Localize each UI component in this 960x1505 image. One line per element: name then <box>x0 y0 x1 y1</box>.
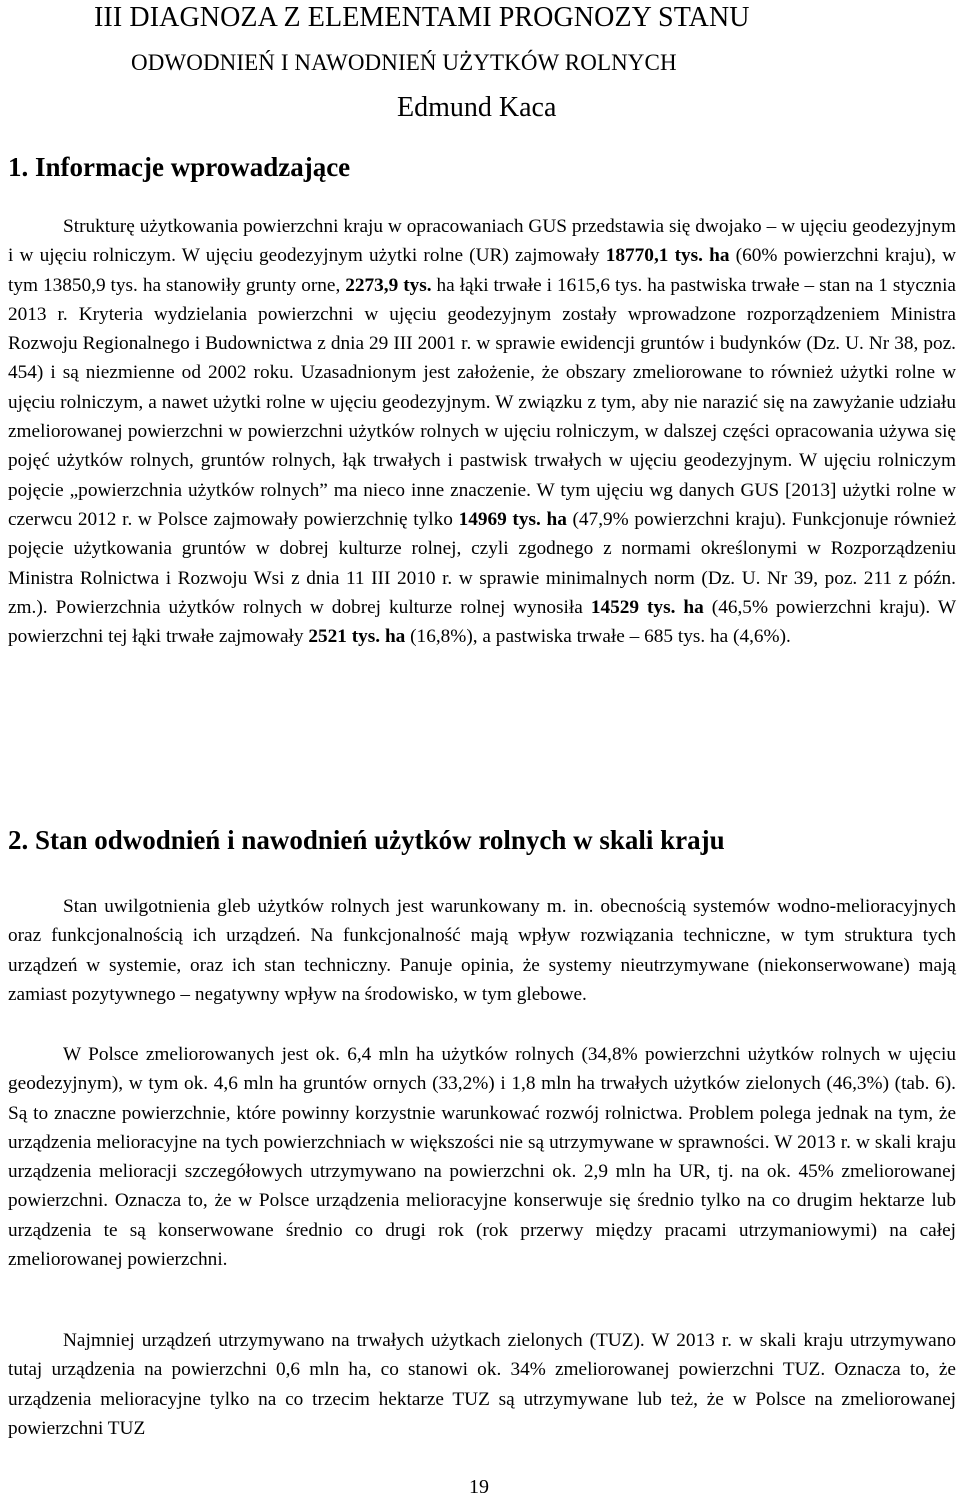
bold-value: 2521 tys. ha <box>308 626 406 648</box>
section2-body-c <box>8 1326 956 1443</box>
paragraph: Stan uwilgotnienia gleb użytków rolnych jest warunkowany m. in. obecnością systemów wodno-melioracyjnych oraz funkcjonalnością ich urządzeń. Na funkcjonalność mają wpływ rozwiązania techniczne, w tym struktura tych urządzeń w systemie, oraz ich stan techniczny. Panuje opinia, że systemy nieutrzymywane (niekonserwowane) mają zamiast pozytywnego – negatywny wpływ na środowisko, w tym glebowe. <box>8 896 956 1005</box>
text-run: (47,9% powierzchni kraju). Funkcjonuje również pojęcie użytkowania gruntów w dobrej kulturze rolnej, czyli zgodnego z normami określonymi w Rozporządzeniu Ministra Rolnictwa i Rozwoju Wsi z dnia 11 III 2010 r. w sprawie minimalnych norm (Dz. U. Nr 39, poz. 211 z późn. zm.). Powierzchnia użytków rolnych w dobrej kulturze rolnej wynosiła <box>8 508 957 618</box>
bold-value: 14529 tys. ha <box>590 596 704 618</box>
text-run: (16,8%), a pastwiska trwałe – 685 tys. ha (4,6%). <box>405 626 791 648</box>
text-run: (46,5% powierzchni kraju). W powierzchni tej łąki trwałe zajmowały <box>8 596 957 648</box>
section-heading-2: 2. Stan odwodnień i nawodnień użytków rolnych w skali kraju <box>8 825 725 855</box>
page-number: 19 <box>469 1476 489 1498</box>
text-run: (60% powierzchni kraju), w tym 13850,9 tys. ha stanowiły grunty orne, <box>8 245 956 296</box>
chapter-title-line2: ODWODNIEŃ I NAWODNIEŃ UŻYTKÓW ROLNYCH <box>131 50 677 75</box>
paragraph <box>8 212 956 651</box>
bold-value: 14969 tys. ha <box>458 508 567 530</box>
bold-value: 2273,9 tys. <box>345 274 432 296</box>
author-name: Edmund Kaca <box>397 92 557 123</box>
text-run: Strukturę użytkowania powierzchni kraju w opracowaniach GUS przedstawia się dwojako – w ujęciu geodezyjnym i w ujęciu rolniczym. W ujęciu geodezyjnym użytki rolne (UR) zajmowały <box>8 216 956 267</box>
text-run: ha łąki trwałe i 1615,6 tys. ha pastwiska trwałe – stan na 1 stycznia 2013 r. Kryteria wydzielania powierzchni w ujęciu geodezyjnym zostały wprowadzone rozporządzeniem Ministra Rozwoju Regionalnego i Budownictwa z dnia 29 III 2001 r. w sprawie ewidencji gruntów i budynków (Dz. U. Nr 38, poz. 454) i są niezmienne od 2002 roku. Uzasadnionym jest założenie, że obszary zmeliorowane to również użytki rolne w ujęciu rolniczym, a nawet użytki rolne w ujęciu geodezyjnym. W związku z tym, aby nie narazić się na zawyżanie udziału zmeliorowanej powierzchni w powierzchni użytków rolnych w ujęciu rolniczym, w dalszej części opracowania używa się pojęć użytków rolnych, gruntów rolnych, łąk trwałych i pastwisk trwałych w ujęciu geodezyjnym. W ujęciu rolniczym pojęcie „powierzchnia użytków rolnych” ma nieco inne znaczenie. W tym ujęciu wg danych GUS [2013] użytki rolne w czerwcu 2012 r. w Polsce zajmowały powierzchnię tylko <box>8 274 956 530</box>
paragraph: Najmniej urządzeń utrzymywano na trwałych użytkach zielonych (TUZ). W 2013 r. w skali kraju utrzymywano tutaj urządzenia na powierzchni 0,6 mln ha, co stanowi ok. 34% zmeliorowanej powierzchni TUZ. Oznacza to, że urządzenia melioracyjne tylko na co trzecim hektarze TUZ są utrzymywane lub też, że w Polsce na zmeliorowanej powierzchni TUZ <box>8 1330 956 1439</box>
chapter-title-line1: III DIAGNOZA Z ELEMENTAMI PROGNOZY STANU <box>94 2 750 33</box>
section2-body-a <box>8 892 956 1009</box>
section1-body <box>8 212 956 651</box>
bold-value: 18770,1 tys. ha <box>605 245 730 267</box>
section-heading-1: 1. Informacje wprowadzające <box>8 152 351 182</box>
paragraph: W Polsce zmeliorowanych jest ok. 6,4 mln ha użytków rolnych (34,8% powierzchni użytków rolnych w ujęciu geodezyjnym), w tym ok. 4,6 mln ha gruntów ornych (33,2%) i 1,8 mln ha trwałych użytków zielonych (46,3%) (tab. 6). Są to znaczne powierzchnie, które powinny korzystnie warunkować rozwój rolnictwa. Problem polega jednak na tym, że urządzenia melioracyjne na tych powierzchniach w większości nie są utrzymywane w sprawności. W 2013 r. w skali kraju urządzenia melioracji szczegółowych utrzymywano na powierzchni ok. 2,9 mln ha UR, tj. na ok. 45% zmeliorowanej powierzchni. Oznacza to, że w Polsce urządzenia melioracyjne konserwuje się średnio tylko na co drugim hektarze lub urządzenia te są konserwowane średnio co drugi rok (rok przerwy między pracami utrzymaniowymi) na całej zmeliorowanej powierzchni. <box>8 1044 956 1271</box>
section2-body-b <box>8 1040 956 1274</box>
